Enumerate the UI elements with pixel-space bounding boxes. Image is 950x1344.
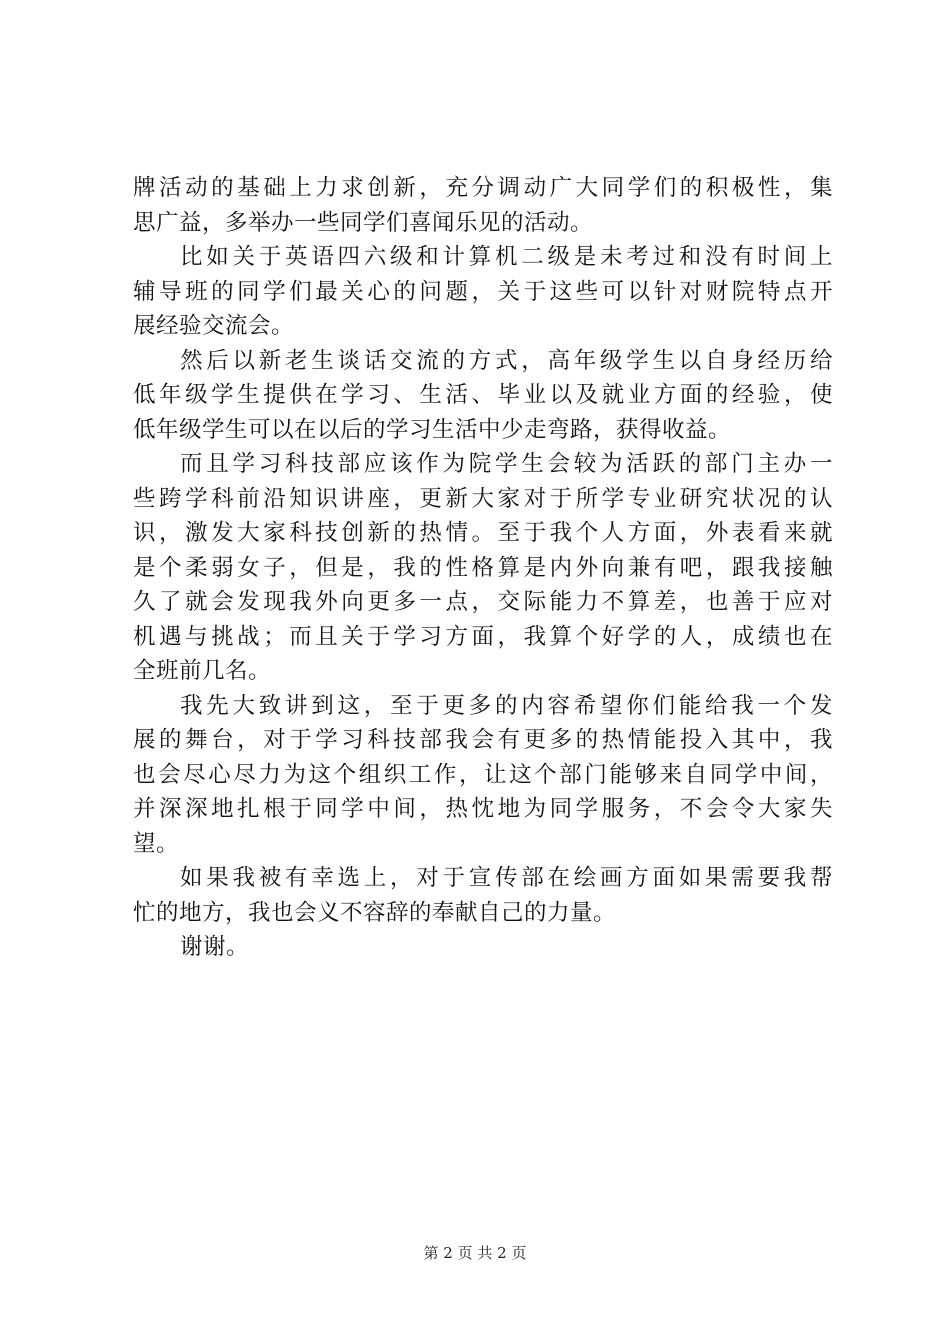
- text-line: 全班前几名。: [133, 658, 272, 684]
- text-line: 望。: [133, 830, 180, 857]
- text-line: 牌活动的基础上力求创新，充分调动广大同学们的积极性，集: [133, 175, 833, 201]
- text-line: 思广益，多举办一些同学们喜闻乐见的活动。: [133, 209, 594, 236]
- text-line: 我先大致讲到这，至于更多的内容希望你们能给我一个发: [180, 692, 833, 719]
- text-line: 而且学习科技部应该作为院学生会较为活跃的部门主办一: [180, 451, 833, 477]
- text-line: 展的舞台，对于学习科技部我会有更多的热情能投入其中，我: [133, 727, 833, 753]
- text-line: 久了就会发现我外向更多一点，交际能力不算差，也善于应对: [133, 589, 833, 615]
- text-line: 展经验交流会。: [133, 313, 295, 339]
- page-footer: [0, 1243, 950, 1263]
- text-line: 低年级学生可以在以后的学习生活中少走弯路，获得收益。: [133, 416, 732, 443]
- text-line: 谢谢。: [180, 934, 250, 960]
- text-line: 些跨学科前沿知识讲座，更新大家对于所学专业研究状况的认: [133, 485, 833, 512]
- text-line: 然后以新老生谈话交流的方式，高年级学生以自身经历给: [180, 347, 833, 374]
- document-body: [133, 171, 833, 965]
- text-line: 机遇与挑战；而且关于学习方面，我算个好学的人，成绩也在: [133, 623, 833, 650]
- text-line: 是个柔弱女子，但是，我的性格算是内外向兼有吧，跟我接触: [133, 554, 833, 581]
- text-line: 低年级学生提供在学习、生活、毕业以及就业方面的经验，使: [133, 382, 833, 408]
- text-line: 识，激发大家科技创新的热情。至于我个人方面，外表看来就: [133, 520, 833, 546]
- text-line: 辅导班的同学们最关心的问题，关于这些可以针对财院特点开: [133, 278, 833, 305]
- text-line: 也会尽心尽力为这个组织工作，让这个部门能够来自同学中间，: [133, 761, 833, 788]
- text-line: 如果我被有幸选上，对于宣传部在绘画方面如果需要我帮: [180, 865, 833, 891]
- text-line: 比如关于英语四六级和计算机二级是未考过和没有时间上: [180, 244, 833, 270]
- text-line: 并深深地扎根于同学中间，热忱地为同学服务，不会令大家失: [133, 796, 833, 822]
- page-number-label: 第 2 页 共 2 页: [423, 1244, 527, 1262]
- text-line: 忙的地方，我也会义不容辞的奉献自己的力量。: [133, 899, 617, 926]
